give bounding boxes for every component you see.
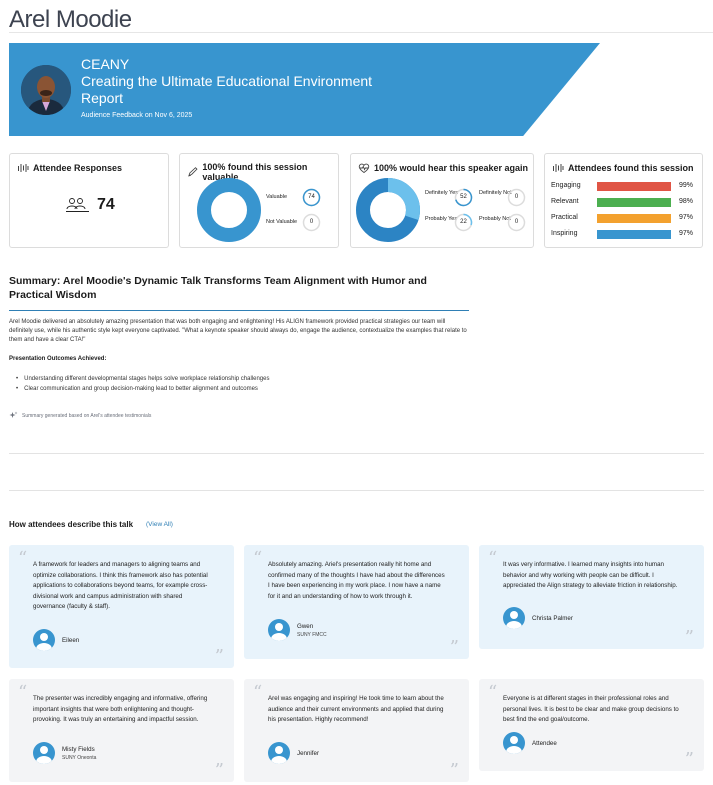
banner-title: Creating the Ultimate Educational Environment Report — [81, 73, 373, 106]
testimonial-author — [268, 619, 327, 641]
found-label: Inspiring — [551, 230, 578, 237]
responses-count: 74 — [97, 196, 115, 213]
bar-chart-icon — [17, 162, 29, 174]
outcomes-heading: Presentation Outcomes Achieved: — [9, 356, 107, 362]
definitely-not-count: 0 — [514, 194, 519, 200]
not-valuable-label: Not Valuable — [266, 219, 298, 225]
found-label: Practical — [551, 214, 578, 221]
author-name: Jennifer — [297, 749, 320, 757]
heart-pulse-icon — [358, 162, 370, 174]
pencil-icon — [187, 166, 198, 178]
open-quote-icon: “ — [18, 548, 28, 569]
testimonial-card — [479, 545, 704, 649]
user-avatar-icon — [503, 607, 525, 629]
found-row-relevant — [551, 197, 696, 207]
close-quote-icon: ” — [449, 760, 459, 781]
banner-text — [81, 56, 401, 119]
found-value: 97% — [679, 214, 694, 221]
testimonial-card — [244, 679, 469, 782]
bar-chart-icon — [552, 162, 564, 174]
probably-not-label: Probably Not — [479, 216, 511, 222]
summary-divider — [9, 310, 469, 311]
banner-subtitle: Audience Feedback on Nov 6, 2025 — [81, 112, 193, 119]
testimonial-text: It was very informative. I learned many insights into human behavior and why working with people can be difficult. I appreciated the Align strategy to alleviate friction in relationship. — [503, 561, 678, 589]
summary-text: Arel Moodie delivered an absolutely amazing presentation that was both engaging and enlightening! His ALIGN framework provided practical strategies our team will definitely use, while his authentic style kept everyone captivated. "What a keynote speaker should always do, engage the audience, contextualize the examples that relate to them and have a clear CTA!" — [9, 319, 467, 343]
author-name: Eileen — [62, 636, 80, 644]
close-quote-icon: ” — [214, 646, 224, 667]
user-avatar-icon — [33, 629, 55, 651]
author-name: Christa Palmer — [532, 614, 573, 622]
sparkle-icon — [9, 411, 18, 420]
hear-again-title: 100% would hear this speaker again — [374, 163, 529, 173]
author-name: Misty Fields — [62, 745, 95, 753]
open-quote-icon: “ — [488, 682, 498, 703]
testimonial-card — [479, 679, 704, 771]
found-bar — [597, 214, 671, 223]
outcome-item: • Understanding different developmental stages helps solve workplace relationship challenges — [16, 374, 269, 384]
found-title: Attendees found this session — [568, 163, 694, 173]
open-quote-icon: “ — [488, 548, 498, 569]
author-name: Gwen — [297, 622, 314, 630]
testimonial-author — [33, 742, 96, 764]
user-avatar-icon — [268, 742, 290, 764]
testimonial-card — [9, 679, 234, 782]
banner-organization: CEANY — [81, 56, 130, 72]
attendee-responses-card — [9, 153, 169, 248]
valuable-count: 74 — [308, 194, 315, 200]
valuable-donut — [197, 178, 261, 242]
hear-again-card — [350, 153, 534, 248]
found-bar — [597, 230, 671, 239]
close-quote-icon: ” — [684, 749, 694, 770]
view-all-link[interactable]: (View All) — [146, 521, 173, 528]
speaker-avatar — [21, 65, 71, 115]
summary-note-text: Summary generated based on Arel's attendee testimonials — [22, 412, 152, 419]
hear-again-donut — [356, 178, 420, 242]
close-quote-icon: ” — [684, 627, 694, 648]
user-avatar-icon — [268, 619, 290, 641]
testimonial-author — [503, 732, 557, 754]
open-quote-icon: “ — [18, 682, 28, 703]
close-quote-icon: ” — [449, 637, 459, 658]
found-value: 99% — [679, 182, 694, 189]
author-name: Attendee — [532, 739, 557, 747]
not-valuable-count: 0 — [309, 219, 314, 225]
found-label: Relevant — [551, 198, 579, 205]
open-quote-icon: “ — [253, 548, 263, 569]
open-quote-icon: “ — [253, 682, 263, 703]
valuable-card — [179, 153, 339, 248]
speaker-name: Arel Moodie — [9, 6, 132, 33]
user-avatar-icon — [503, 732, 525, 754]
header-divider — [9, 32, 713, 33]
testimonial-author — [503, 607, 573, 629]
testimonial-author — [268, 742, 319, 764]
author-org: SUNY Oneonta — [62, 754, 97, 761]
definitely-yes-label: Definitely Yes — [425, 190, 459, 196]
valuable-title: 100% found this session valuable — [202, 162, 308, 182]
found-label: Engaging — [551, 182, 581, 189]
valuable-label: Valuable — [266, 194, 287, 200]
testimonial-author — [33, 629, 79, 651]
probably-yes-label: Probably Yes — [425, 216, 458, 222]
testimonial-card — [244, 545, 469, 659]
found-row-engaging — [551, 181, 696, 191]
found-value: 97% — [679, 230, 694, 237]
testimonial-text: Everyone is at different stages in their professional roles and personal lives. It is best to be clear and make group decisions to best find the end goal/outcome. — [503, 695, 679, 723]
author-org: SUNY FMCC — [297, 631, 327, 638]
testimonial-text: A framework for leaders and managers to aligning teams and optimize collaborations. I think this framework also has potential applications to collaborations beyond teams, for example cross-divisional work and campus administration with shared governance (faculty & staff). — [33, 561, 208, 610]
section-divider — [9, 490, 704, 491]
outcomes-list — [16, 374, 269, 394]
found-value: 98% — [679, 198, 694, 205]
section-divider — [9, 453, 704, 454]
testimonial-card — [9, 545, 234, 668]
definitely-yes-count: 52 — [460, 194, 467, 200]
user-avatar-icon — [33, 742, 55, 764]
summary-title: Summary: Arel Moodie's Dynamic Talk Transforms Team Alignment with Humor and Practical Wisdom — [9, 275, 427, 301]
outcome-item: • Clear communication and group decision-making lead to better alignment and outcomes — [16, 384, 269, 394]
probably-yes-count: 22 — [460, 219, 467, 225]
responses-title: Attendee Responses — [33, 163, 123, 173]
definitely-not-label: Definitely Not — [479, 190, 512, 196]
attendees-found-card — [544, 153, 703, 248]
testimonial-text: Absolutely amazing. Ariel's presentation really hit home and confirmed many of the thoughts I have had about the differences I have been experiencing in my work place. I now have a name for it and an understanding of how to work through it. — [268, 561, 445, 600]
found-row-practical — [551, 213, 696, 223]
probably-not-count: 0 — [514, 219, 519, 225]
found-bar — [597, 198, 671, 207]
testimonials-heading: How attendees describe this talk — [9, 520, 134, 529]
summary-note — [9, 411, 151, 420]
testimonial-text: Arel was engaging and inspiring! He took time to learn about the audience and their current environments and applied that during his presentation. Highly recommend! — [268, 695, 444, 723]
found-row-inspiring — [551, 229, 696, 239]
close-quote-icon: ” — [214, 760, 224, 781]
group-icon — [65, 197, 91, 213]
found-bar — [597, 182, 671, 191]
testimonial-text: The presenter was incredibly engaging and informative, offering important insights that were both enlightening and thought-provoking. It was truly an entertaining and impactful session. — [33, 695, 208, 723]
